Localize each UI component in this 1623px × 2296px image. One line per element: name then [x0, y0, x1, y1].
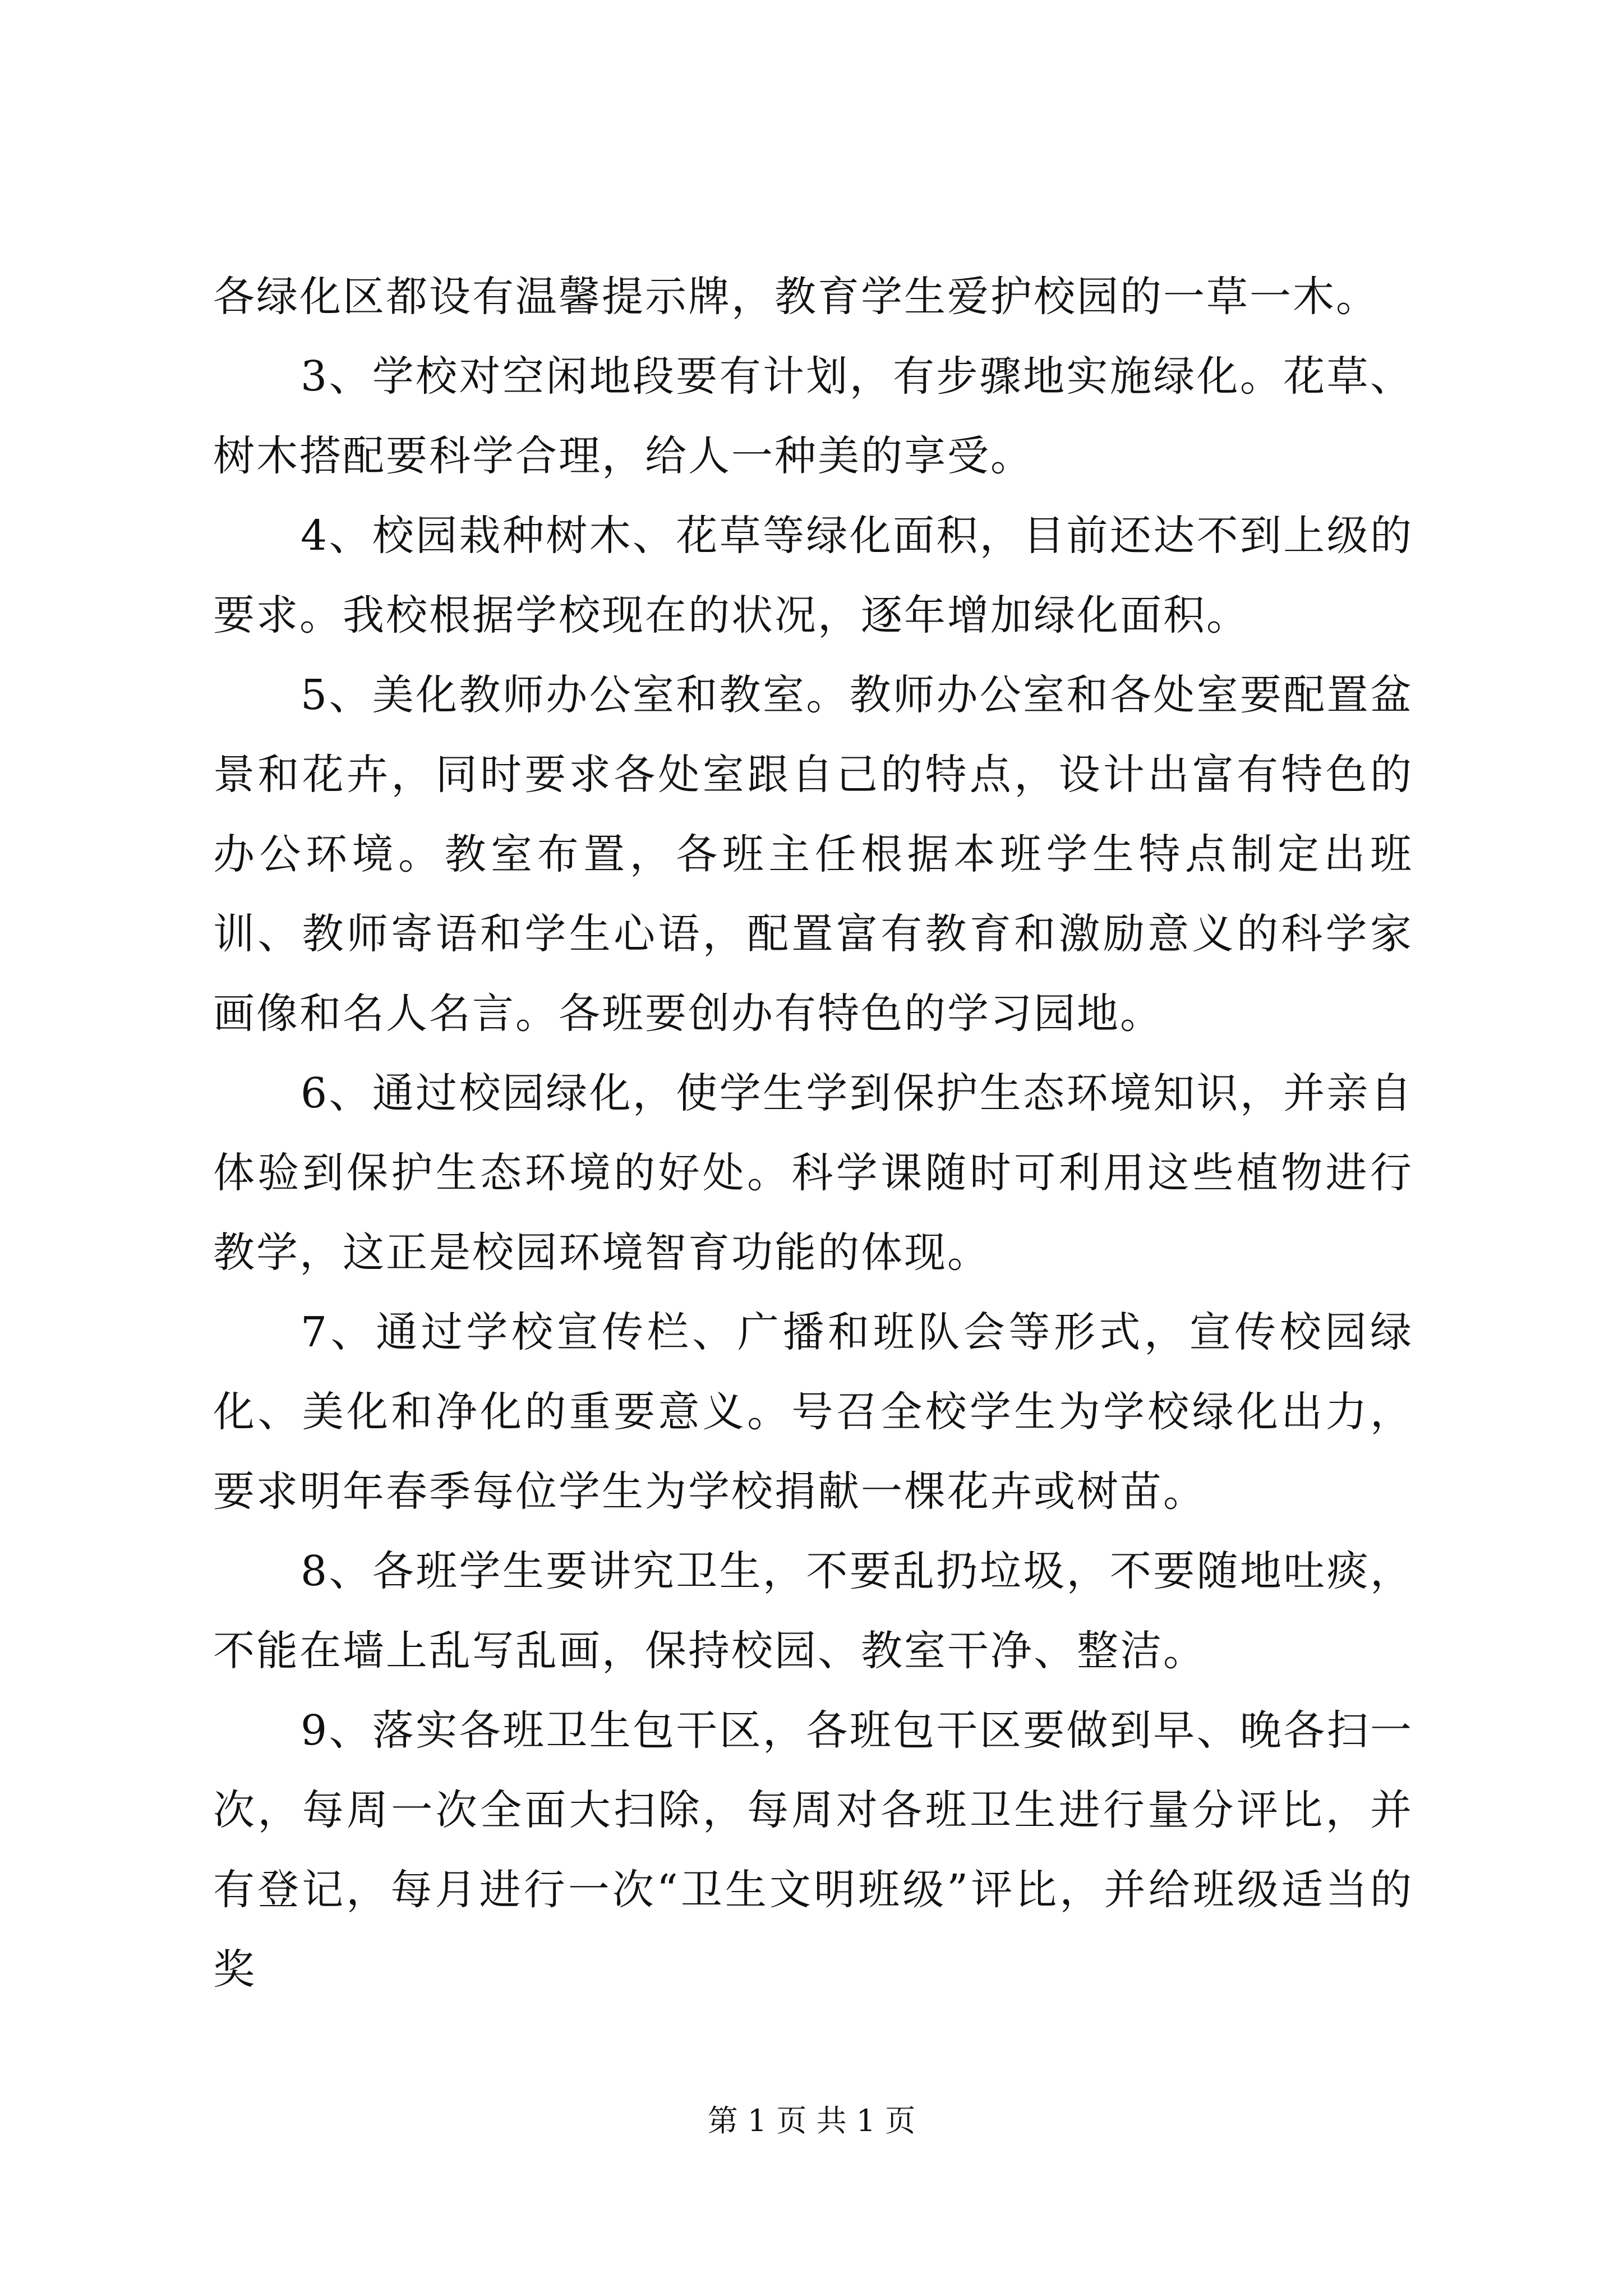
document-body	[213, 257, 1413, 2009]
paragraph-2: 3、学校对空闲地段要有计划，有步骤地实施绿化。花草、树木搭配要科学合理，给人一种美的享受。	[213, 352, 1413, 480]
paragraph-1: 各绿化区都设有温馨提示牌，教育学生爱护校园的一草一木。	[213, 273, 1379, 321]
paragraph-6: 7、通过学校宣传栏、广播和班队会等形式，宣传校园绿化、美化和净化的重要意义。号召全校学生为学校绿化出力，要求明年春季每位学生为学校捐献一棵花卉或树苗。	[213, 1308, 1413, 1516]
paragraph-4: 5、美化教师办公室和教室。教师办公室和各处室要配置盆景和花卉，同时要求各处室跟自己的特点，设计出富有特色的办公环境。教室布置，各班主任根据本班学生特点制定出班训、教师寄语和学生心语，配置富有教育和激励意义的科学家画像和名人名言。各班要创办有特色的学习园地。	[213, 671, 1413, 1038]
paragraph-8: 9、落实各班卫生包干区，各班包干区要做到早、晚各扫一次，每周一次全面大扫除，每周对各班卫生进行量分评比，并有登记，每月进行一次“卫生文明班级”评比，并给班级适当的奖	[213, 1706, 1413, 1994]
paragraph-7: 8、各班学生要讲究卫生，不要乱扔垃圾，不要随地吐痰，不能在墙上乱写乱画，保持校园、教室干净、整洁。	[213, 1547, 1413, 1675]
page-footer: 第 1 页 共 1 页	[707, 2103, 916, 2138]
paragraph-5: 6、通过校园绿化，使学生学到保护生态环境知识，并亲自体验到保护生态环境的好处。科学课随时可利用这些植物进行教学，这正是校园环境智育功能的体现。	[213, 1069, 1413, 1277]
paragraph-3: 4、校园栽种树木、花草等绿化面积，目前还达不到上级的要求。我校根据学校现在的状况，逐年增加绿化面积。	[213, 512, 1413, 639]
